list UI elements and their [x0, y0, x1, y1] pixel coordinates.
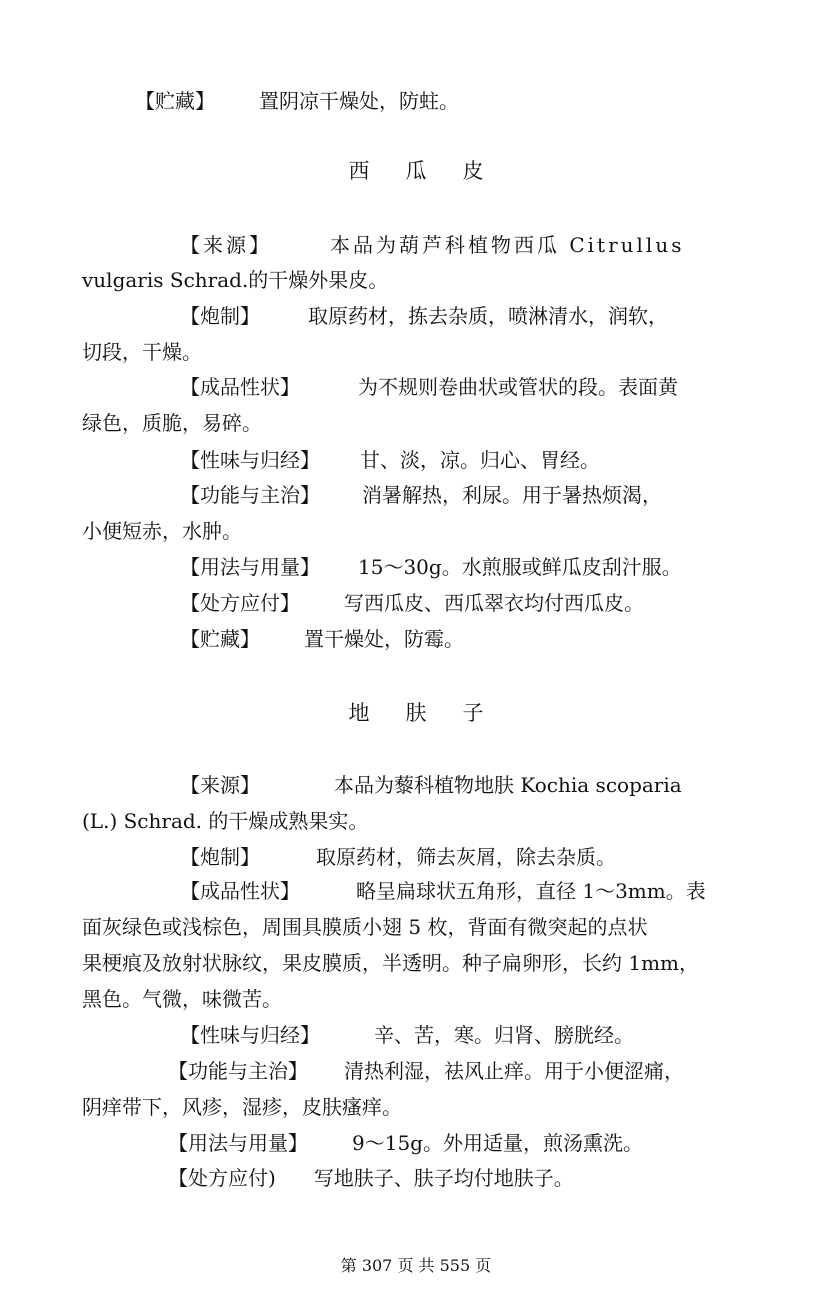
storage-line-prev	[135, 88, 459, 114]
paragraph-first-line	[180, 772, 682, 798]
field-text: 取原药材，筛去灰屑，除去杂质。	[316, 845, 616, 869]
field-label-function: 【功能与主治】	[180, 483, 320, 507]
paragraph-first-line	[168, 1165, 574, 1191]
paragraph-continuation: (L.) Schrad. 的干燥成熟果实。	[82, 809, 369, 833]
field-label-prescription: 【处方应付)	[168, 1166, 276, 1190]
paragraph-first-line	[180, 374, 678, 400]
field-text: 15～30g。水煎服或鲜瓜皮刮汁服。	[358, 555, 682, 579]
field-label-processing: 【炮制】	[180, 845, 260, 869]
field-label-dosage: 【用法与用量】	[168, 1131, 308, 1155]
field-text: 消暑解热，利尿。用于暑热烦渴，	[362, 483, 662, 507]
field-label-function: 【功能与主治】	[168, 1059, 308, 1083]
paragraph-first-line	[180, 878, 706, 904]
paragraph-first-line	[180, 590, 644, 616]
paragraph-first-line	[180, 626, 464, 652]
field-text: 略呈扁球状五角形，直径 1～3mm。表	[356, 879, 706, 903]
title-char: 瓜	[405, 159, 427, 183]
field-label-nature: 【性味与归经】	[180, 448, 320, 472]
page-number-footer: 第 307 页 共 555 页	[340, 1256, 492, 1275]
storage-text: 置阴凉干燥处，防蛀。	[259, 89, 459, 113]
field-text: 写地肤子、肤子均付地肤子。	[313, 1166, 574, 1190]
field-label-dosage: 【用法与用量】	[180, 555, 320, 579]
field-text: 为不规则卷曲状或管状的段。表面黄	[358, 375, 678, 399]
paragraph-continuation: 小便短赤，水肿。	[82, 519, 242, 543]
field-text: 本品为藜科植物地肤 Kochia scoparia	[334, 773, 682, 797]
paragraph-first-line	[180, 303, 668, 329]
section-title-xiguapi	[0, 158, 832, 184]
paragraph-continuation: 绿色，质脆，易碎。	[82, 411, 262, 435]
field-label-appearance: 【成品性状】	[180, 879, 300, 903]
paragraph-continuation: 果梗痕及放射状脉纹，果皮膜质，半透明。种子扁卵形，长约 1mm，	[82, 951, 700, 975]
paragraph-continuation: 面灰绿色或浅棕色，周围具膜质小翅 5 枚，背面有微突起的点状	[82, 915, 648, 939]
title-char: 皮	[462, 159, 484, 183]
paragraph-first-line	[180, 447, 600, 473]
paragraph-first-line	[180, 844, 616, 870]
field-text: 清热利湿，祛风止痒。用于小便涩痛，	[344, 1059, 684, 1083]
field-label-source: 【来源】	[180, 773, 260, 797]
field-text: 辛、苦，寒。归肾、膀胱经。	[374, 1023, 634, 1047]
title-char: 地	[348, 701, 370, 725]
field-text: 置干燥处，防霉。	[304, 627, 464, 651]
paragraph-first-line	[168, 1130, 643, 1156]
paragraph-continuation: 阴痒带下，风疹，湿疹，皮肤瘙痒。	[82, 1095, 402, 1119]
field-label-nature: 【性味与归经】	[180, 1023, 320, 1047]
paragraph-first-line	[180, 1022, 634, 1048]
paragraph-first-line	[180, 482, 662, 508]
field-label-processing: 【炮制】	[180, 304, 260, 328]
paragraph-first-line	[180, 232, 684, 258]
paragraph-continuation: vulgaris Schrad.的干燥外果皮。	[82, 268, 389, 292]
section-title-difuzi	[0, 700, 832, 726]
field-label-source: 【来源】	[180, 233, 272, 257]
paragraph-continuation: 切段，干燥。	[82, 340, 202, 364]
paragraph-first-line	[168, 1058, 684, 1084]
title-char: 西	[348, 159, 370, 183]
field-text: 本品为葫芦科植物西瓜 Citrullus	[330, 233, 685, 257]
title-char: 肤	[405, 701, 427, 725]
field-text: 写西瓜皮、西瓜翠衣均付西瓜皮。	[344, 591, 644, 615]
storage-label: 【贮藏】	[135, 89, 215, 113]
field-text: 甘、淡，凉。归心、胃经。	[360, 448, 600, 472]
title-char: 子	[462, 701, 484, 725]
paragraph-first-line	[180, 554, 682, 580]
field-label-storage: 【贮藏】	[180, 627, 260, 651]
field-label-prescription: 【处方应付】	[180, 591, 300, 615]
field-text: 9～15g。外用适量，煎汤熏洗。	[352, 1131, 643, 1155]
paragraph-continuation: 黑色。气微，味微苦。	[82, 987, 282, 1011]
field-text: 取原药材，拣去杂质，喷淋清水，润软，	[308, 304, 668, 328]
field-label-appearance: 【成品性状】	[180, 375, 300, 399]
